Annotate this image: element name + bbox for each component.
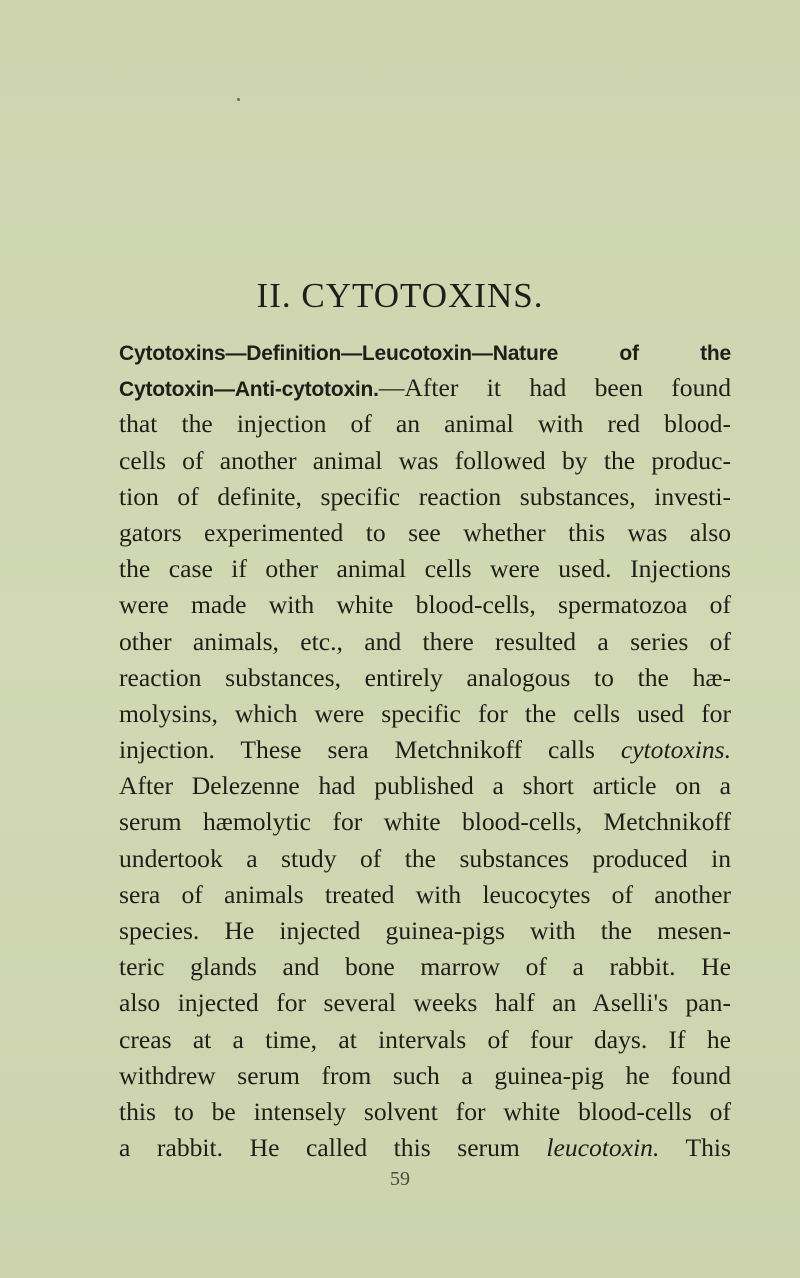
text-line: were made with white blood-cells, spermatozoa of (119, 590, 731, 620)
text-line: species. He injected guinea-pigs with the mesen- (119, 916, 731, 945)
page-number: 59 (390, 1168, 410, 1190)
text-line: other animals, etc., and there resulted a series of (119, 626, 731, 656)
text-line: withdrew serum from such a guinea-pig he found (119, 1060, 731, 1090)
text-line: undertook a study of the substances produced in (119, 843, 731, 873)
line-text: a rabbit. He called this serum (119, 1133, 520, 1163)
paper-speck (237, 98, 240, 101)
text-line: also injected for several weeks half an Aselli's pan- (119, 988, 731, 1018)
line-text: injection. These sera Metchnikoff calls (119, 735, 595, 765)
text-line: teric glands and bone marrow of a rabbit. He (119, 952, 731, 982)
italic-term: cytotoxins. (620, 735, 731, 765)
text-line: gators experimented to see whether this was also (119, 517, 731, 547)
chapter-title: II. CYTOTOXINS. (256, 276, 544, 315)
text-line (119, 370, 731, 406)
text-line: molysins, which were specific for the cells used for (119, 698, 731, 728)
italic-term: leucotoxin. (546, 1133, 660, 1163)
text-line: After Delezenne had published a short article on a (119, 771, 731, 801)
text-line (119, 334, 731, 370)
text-line: sera of animals treated with leucocytes of another (119, 879, 731, 909)
text-line: serum hæmolytic for white blood-cells, Metchnikoff (119, 807, 731, 837)
text-line: creas at a time, at intervals of four days. If he (119, 1024, 731, 1054)
text-line: that the injection of an animal with red blood- (119, 409, 731, 439)
text-line: this to be intensely solvent for white blood-cells of (119, 1096, 731, 1126)
body-paragraph (119, 334, 731, 1166)
line-text: —After it had been found (378, 373, 731, 403)
sidehead: Cytotoxins—Definition—Leucotoxin—Nature of the (119, 342, 731, 365)
text-line: cells of another animal was followed by the produc- (119, 445, 731, 475)
line-text-after: This (685, 1133, 732, 1163)
text-line: the case if other animal cells were used. Injections (119, 554, 731, 584)
text-line (119, 732, 731, 768)
text-line: tion of definite, specific reaction substances, investi- (119, 481, 731, 511)
sidehead: Cytotoxin—Anti-cytotoxin. (119, 378, 379, 402)
text-line (119, 1130, 731, 1166)
text-line: reaction substances, entirely analogous to the hæ- (119, 662, 731, 692)
